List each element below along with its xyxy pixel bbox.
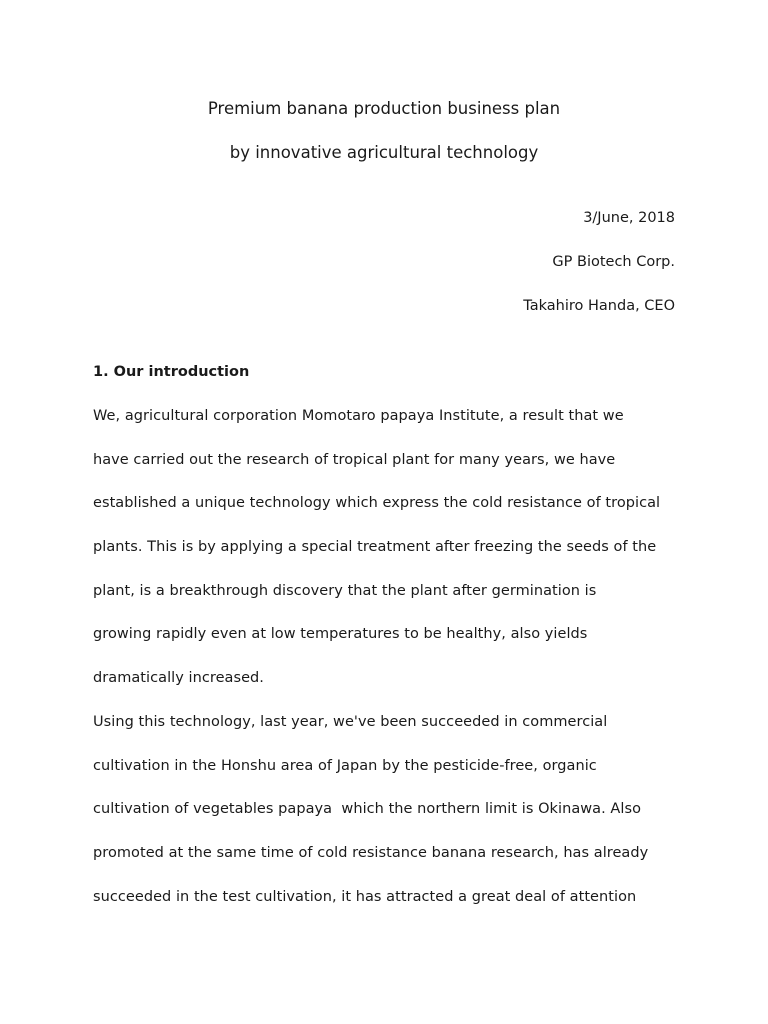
document-date: 3/June, 2018: [583, 210, 675, 226]
paragraph-line: cultivation in the Honshu area of Japan by the pesticide-free, organic: [93, 758, 597, 774]
paragraph-line: dramatically increased.: [93, 670, 264, 686]
paragraph-line: succeeded in the test cultivation, it has attracted a great deal of attention: [93, 889, 637, 905]
paragraph-line: promoted at the same time of cold resistance banana research, has already: [93, 845, 649, 861]
paragraph-line: Using this technology, last year, we've been succeeded in commercial: [93, 714, 608, 730]
author-name: Takahiro Handa, CEO: [523, 298, 675, 314]
section-heading: 1. Our introduction: [93, 364, 250, 380]
paragraph-line: We, agricultural corporation Momotaro papaya Institute, a result that we: [93, 408, 624, 424]
paragraph-line: plant, is a breakthrough discovery that the plant after germination is: [93, 583, 597, 599]
document-subtitle: by innovative agricultural technology: [229, 143, 539, 162]
paragraph-line: cultivation of vegetables papaya which the northern limit is Okinawa. Also: [93, 801, 641, 817]
document-title: Premium banana production business plan: [207, 99, 561, 118]
paragraph-line: growing rapidly even at low temperatures to be healthy, also yields: [93, 626, 588, 642]
paragraph-line: established a unique technology which express the cold resistance of tropical: [93, 495, 661, 511]
company-name: GP Biotech Corp.: [552, 254, 675, 270]
paragraph-line: have carried out the research of tropical plant for many years, we have: [93, 452, 616, 468]
paragraph-line: plants. This is by applying a special treatment after freezing the seeds of the: [93, 539, 657, 555]
